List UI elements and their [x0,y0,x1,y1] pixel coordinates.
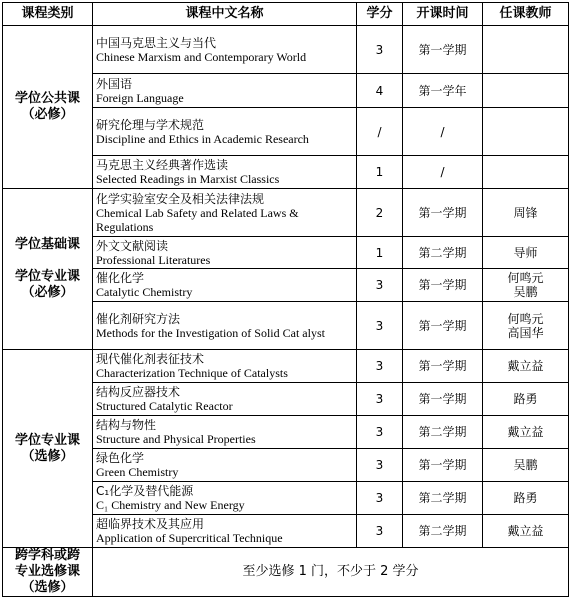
course-table [2,2,569,597]
header-category: 课程类别 [3,3,93,26]
teacher-cell: 路勇 [483,383,569,416]
table-row [3,189,569,237]
term-cell: 第二学期 [403,416,483,449]
credit-cell: 3 [357,383,403,416]
course-name-cell: 外文文献阅读 Professional Literatures [93,237,357,269]
course-name-cell: 催化化学 Catalytic Chemistry [93,269,357,302]
course-name-cell: 超临界技术及其应用 Application of Supercritical Technique [93,515,357,548]
header-teacher: 任课教师 [483,3,569,26]
credit-cell: 3 [357,515,403,548]
credit-cell: 1 [357,156,403,189]
teacher-cell: 路勇 [483,482,569,515]
teacher-cell: 导师 [483,237,569,269]
credit-cell: 4 [357,74,403,108]
category-public: 学位公共课 （必修） [3,26,93,189]
course-name-cell: 结构反应器技术 Structured Catalytic Reactor [93,383,357,416]
term-cell: 第一学期 [403,449,483,482]
teacher-cell: 吴鹏 [483,449,569,482]
credit-cell: 3 [357,449,403,482]
credit-cell: 3 [357,416,403,449]
term-cell: 第一学期 [403,189,483,237]
term-cell: / [403,108,483,156]
table-row [3,548,569,597]
credit-cell: 2 [357,189,403,237]
header-term: 开课时间 [403,3,483,26]
credit-cell: 1 [357,237,403,269]
term-cell: 第一学期 [403,302,483,350]
course-name-cell: 现代催化剂表征技术 Characterization Technique of Catalysts [93,350,357,383]
credit-cell: 3 [357,26,403,74]
teacher-cell [483,108,569,156]
term-cell: / [403,156,483,189]
course-name-cell: 外国语 Foreign Language [93,74,357,108]
category-cross-discipline: 跨学科或跨 专业选修课 （选修） [3,548,93,597]
category-major-elective: 学位专业课 （选修） [3,350,93,548]
teacher-cell [483,26,569,74]
table-row [3,26,569,74]
credit-cell: 3 [357,269,403,302]
header-row [3,3,569,26]
table-row [3,350,569,383]
term-cell: 第一学期 [403,26,483,74]
course-name-cell: 绿色化学 Green Chemistry [93,449,357,482]
elective-requirement-note: 至少选修 1 门，不少于 2 学分 [93,548,569,597]
header-course-name: 课程中文名称 [93,3,357,26]
course-name-cell: 催化剂研究方法 Methods for the Investigation of Solid Cat alyst [93,302,357,350]
term-cell: 第一学期 [403,269,483,302]
course-name-cell: 马克思主义经典著作选读 Selected Readings in Marxist Classics [93,156,357,189]
term-cell: 第二学期 [403,482,483,515]
term-cell: 第二学期 [403,237,483,269]
course-name-cell: C₁化学及替代能源 C₁ Chemistry and New Energy [93,482,357,515]
teacher-cell: 戴立益 [483,416,569,449]
category-basic-and-major-required: 学位基础课 学位专业课 （必修） [3,189,93,350]
term-cell: 第一学期 [403,383,483,416]
teacher-cell: 何鸣元 吴鹏 [483,269,569,302]
header-credit: 学分 [357,3,403,26]
teacher-cell: 戴立益 [483,350,569,383]
course-name-cell: 结构与物性 Structure and Physical Properties [93,416,357,449]
term-cell: 第二学期 [403,515,483,548]
credit-cell: 3 [357,482,403,515]
teacher-cell [483,74,569,108]
course-name-cell: 化学实验室安全及相关法律法规 Chemical Lab Safety and Related Laws & Regulations [93,189,357,237]
credit-cell: 3 [357,302,403,350]
teacher-cell: 周锋 [483,189,569,237]
term-cell: 第一学期 [403,350,483,383]
credit-cell: / [357,108,403,156]
teacher-cell: 何鸣元 高国华 [483,302,569,350]
course-name-cell: 研究伦理与学术规范 Discipline and Ethics in Academic Research [93,108,357,156]
credit-cell: 3 [357,350,403,383]
term-cell: 第一学年 [403,74,483,108]
teacher-cell: 戴立益 [483,515,569,548]
teacher-cell [483,156,569,189]
course-name-cell: 中国马克思主义与当代 Chinese Marxism and Contemporary World [93,26,357,74]
